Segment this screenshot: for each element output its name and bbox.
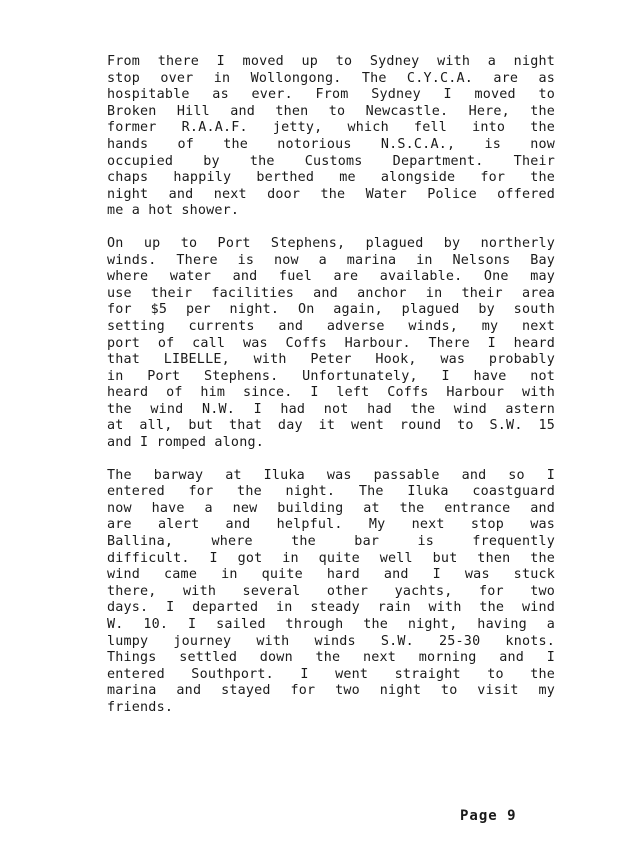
text-line: marina and stayed for two night to visit my	[107, 683, 555, 699]
text-line: friends.	[107, 699, 174, 715]
paragraph-1	[107, 54, 555, 220]
text-line: me a hot shower.	[107, 203, 240, 219]
text-line: setting currents and adverse winds, my next	[107, 318, 555, 334]
text-line: heard of him since. I left Coffs Harbour with	[107, 385, 555, 401]
paragraph-2	[107, 236, 555, 452]
text-line: for $5 per night. On again, plagued by south	[107, 302, 555, 318]
text-line: entered for the night. The Iluka coastguard	[107, 484, 555, 500]
text-line: lumpy journey with winds S.W. 25-30 knots.	[107, 633, 555, 649]
body-text	[107, 54, 555, 733]
text-line: wind came in quite hard and I was stuck	[107, 567, 555, 583]
text-line: W. 10. I sailed through the night, having a	[107, 617, 555, 632]
text-line: at all, but that day it went round to S.W. 15	[107, 418, 555, 434]
text-line: where water and fuel are available. One may	[107, 269, 555, 285]
text-line: The barway at Iluka was passable and so I	[107, 467, 555, 483]
text-line: that LIBELLE, with Peter Hook, was probably	[107, 352, 555, 368]
text-line: Ballina, where the bar is frequently	[107, 534, 555, 550]
page-number: Page 9	[460, 808, 517, 824]
text-line: Things settled down the next morning and I	[107, 650, 555, 666]
text-line: port of call was Coffs Harbour. There I heard	[107, 335, 555, 351]
text-line: night and next door the Water Police offered	[107, 186, 555, 202]
text-line: occupied by the Customs Department. Their	[107, 153, 555, 169]
paragraph-3	[107, 468, 555, 717]
text-line: entered Southport. I went straight to the	[107, 666, 555, 682]
text-line: From there I moved up to Sydney with a night	[107, 54, 555, 69]
text-line: use their facilities and anchor in their area	[107, 285, 555, 301]
text-line: stop over in Wollongong. The C.Y.C.A. are as	[107, 70, 555, 86]
text-line: Broken Hill and then to Newcastle. Here, the	[107, 103, 555, 119]
text-line: are alert and helpful. My next stop was	[107, 517, 555, 533]
text-line: in Port Stephens. Unfortunately, I have not	[107, 368, 555, 384]
text-line: On up to Port Stephens, plagued by northerly	[107, 235, 555, 251]
text-line: the wind N.W. I had not had the wind astern	[107, 401, 555, 417]
text-line: hospitable as ever. From Sydney I moved to	[107, 87, 555, 103]
text-line: days. I departed in steady rain with the wind	[107, 600, 555, 616]
text-line: hands of the notorious N.S.C.A., is now	[107, 136, 555, 152]
text-line: winds. There is now a marina in Nelsons Bay	[107, 252, 555, 268]
text-line: there, with several other yachts, for two	[107, 583, 555, 599]
text-line: and I romped along.	[107, 435, 264, 451]
text-line: chaps happily berthed me alongside for the	[107, 170, 555, 186]
text-line: difficult. I got in quite well but then the	[107, 550, 555, 566]
text-line: former R.A.A.F. jetty, which fell into the	[107, 120, 555, 136]
text-line: now have a new building at the entrance and	[107, 500, 555, 516]
